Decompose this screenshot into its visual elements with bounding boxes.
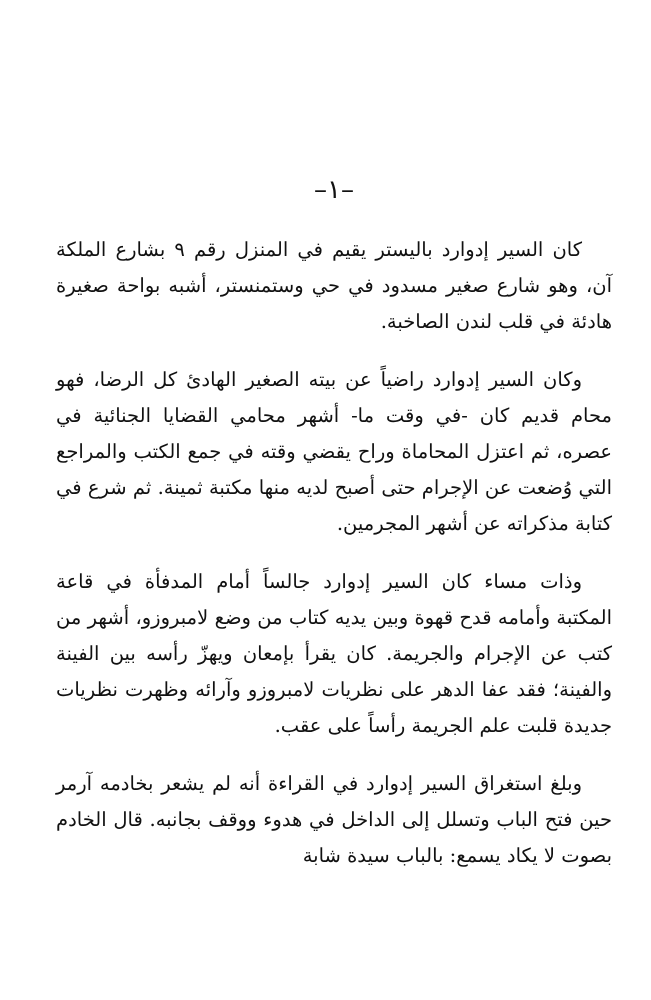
book-page — [56, 170, 612, 896]
page-number: –١– — [314, 175, 354, 205]
paragraph-3: وذات مساء كان السير إدوارد جالساً أمام المدفأة في قاعة المكتبة وأمامه قدح قهوة وبين يديه كتاب من وضع لامبروزو، أشهر من كتب عن الإجرام والجريمة. كان يقرأ بإمعان ويهزّ رأسه بين الفينة والفينة؛ فقد عفا الدهر على نظريات لامبروزو وآرائه وظهرت نظريات جديدة قلبت علم الجريمة رأساً على عقب. — [56, 570, 612, 737]
paragraph-1: كان السير إدوارد باليستر يقيم في المنزل رقم ٩ بشارع الملكة آن، وهو شارع صغير مسدود في حي وستمنستر، أشبه بواحة صغيرة هادئة في قلب لندن الصاخبة. — [56, 238, 612, 333]
paragraph-2: وكان السير إدوارد راضياً عن بيته الصغير الهادئ كل الرضا، فهو محام قديم كان -في وقت ما- أشهر محامي القضايا الجنائية في عصره، ثم اعتزل المحاماة وراح يقضي وقته في جمع الكتب والمراجع التي وُضعت عن الإجرام حتى أصبح لديه منها مكتبة ثمينة. ثم شرع في كتابة مذكراته عن أشهر المجرمين. — [56, 368, 612, 535]
paragraph-4: وبلغ استغراق السير إدوارد في القراءة أنه لم يشعر بخادمه آرمر حين فتح الباب وتسلل إلى الداخل في هدوء ووقف بجانبه. قال الخادم بصوت لا يكاد يسمع: بالباب سيدة شابة — [56, 772, 612, 867]
